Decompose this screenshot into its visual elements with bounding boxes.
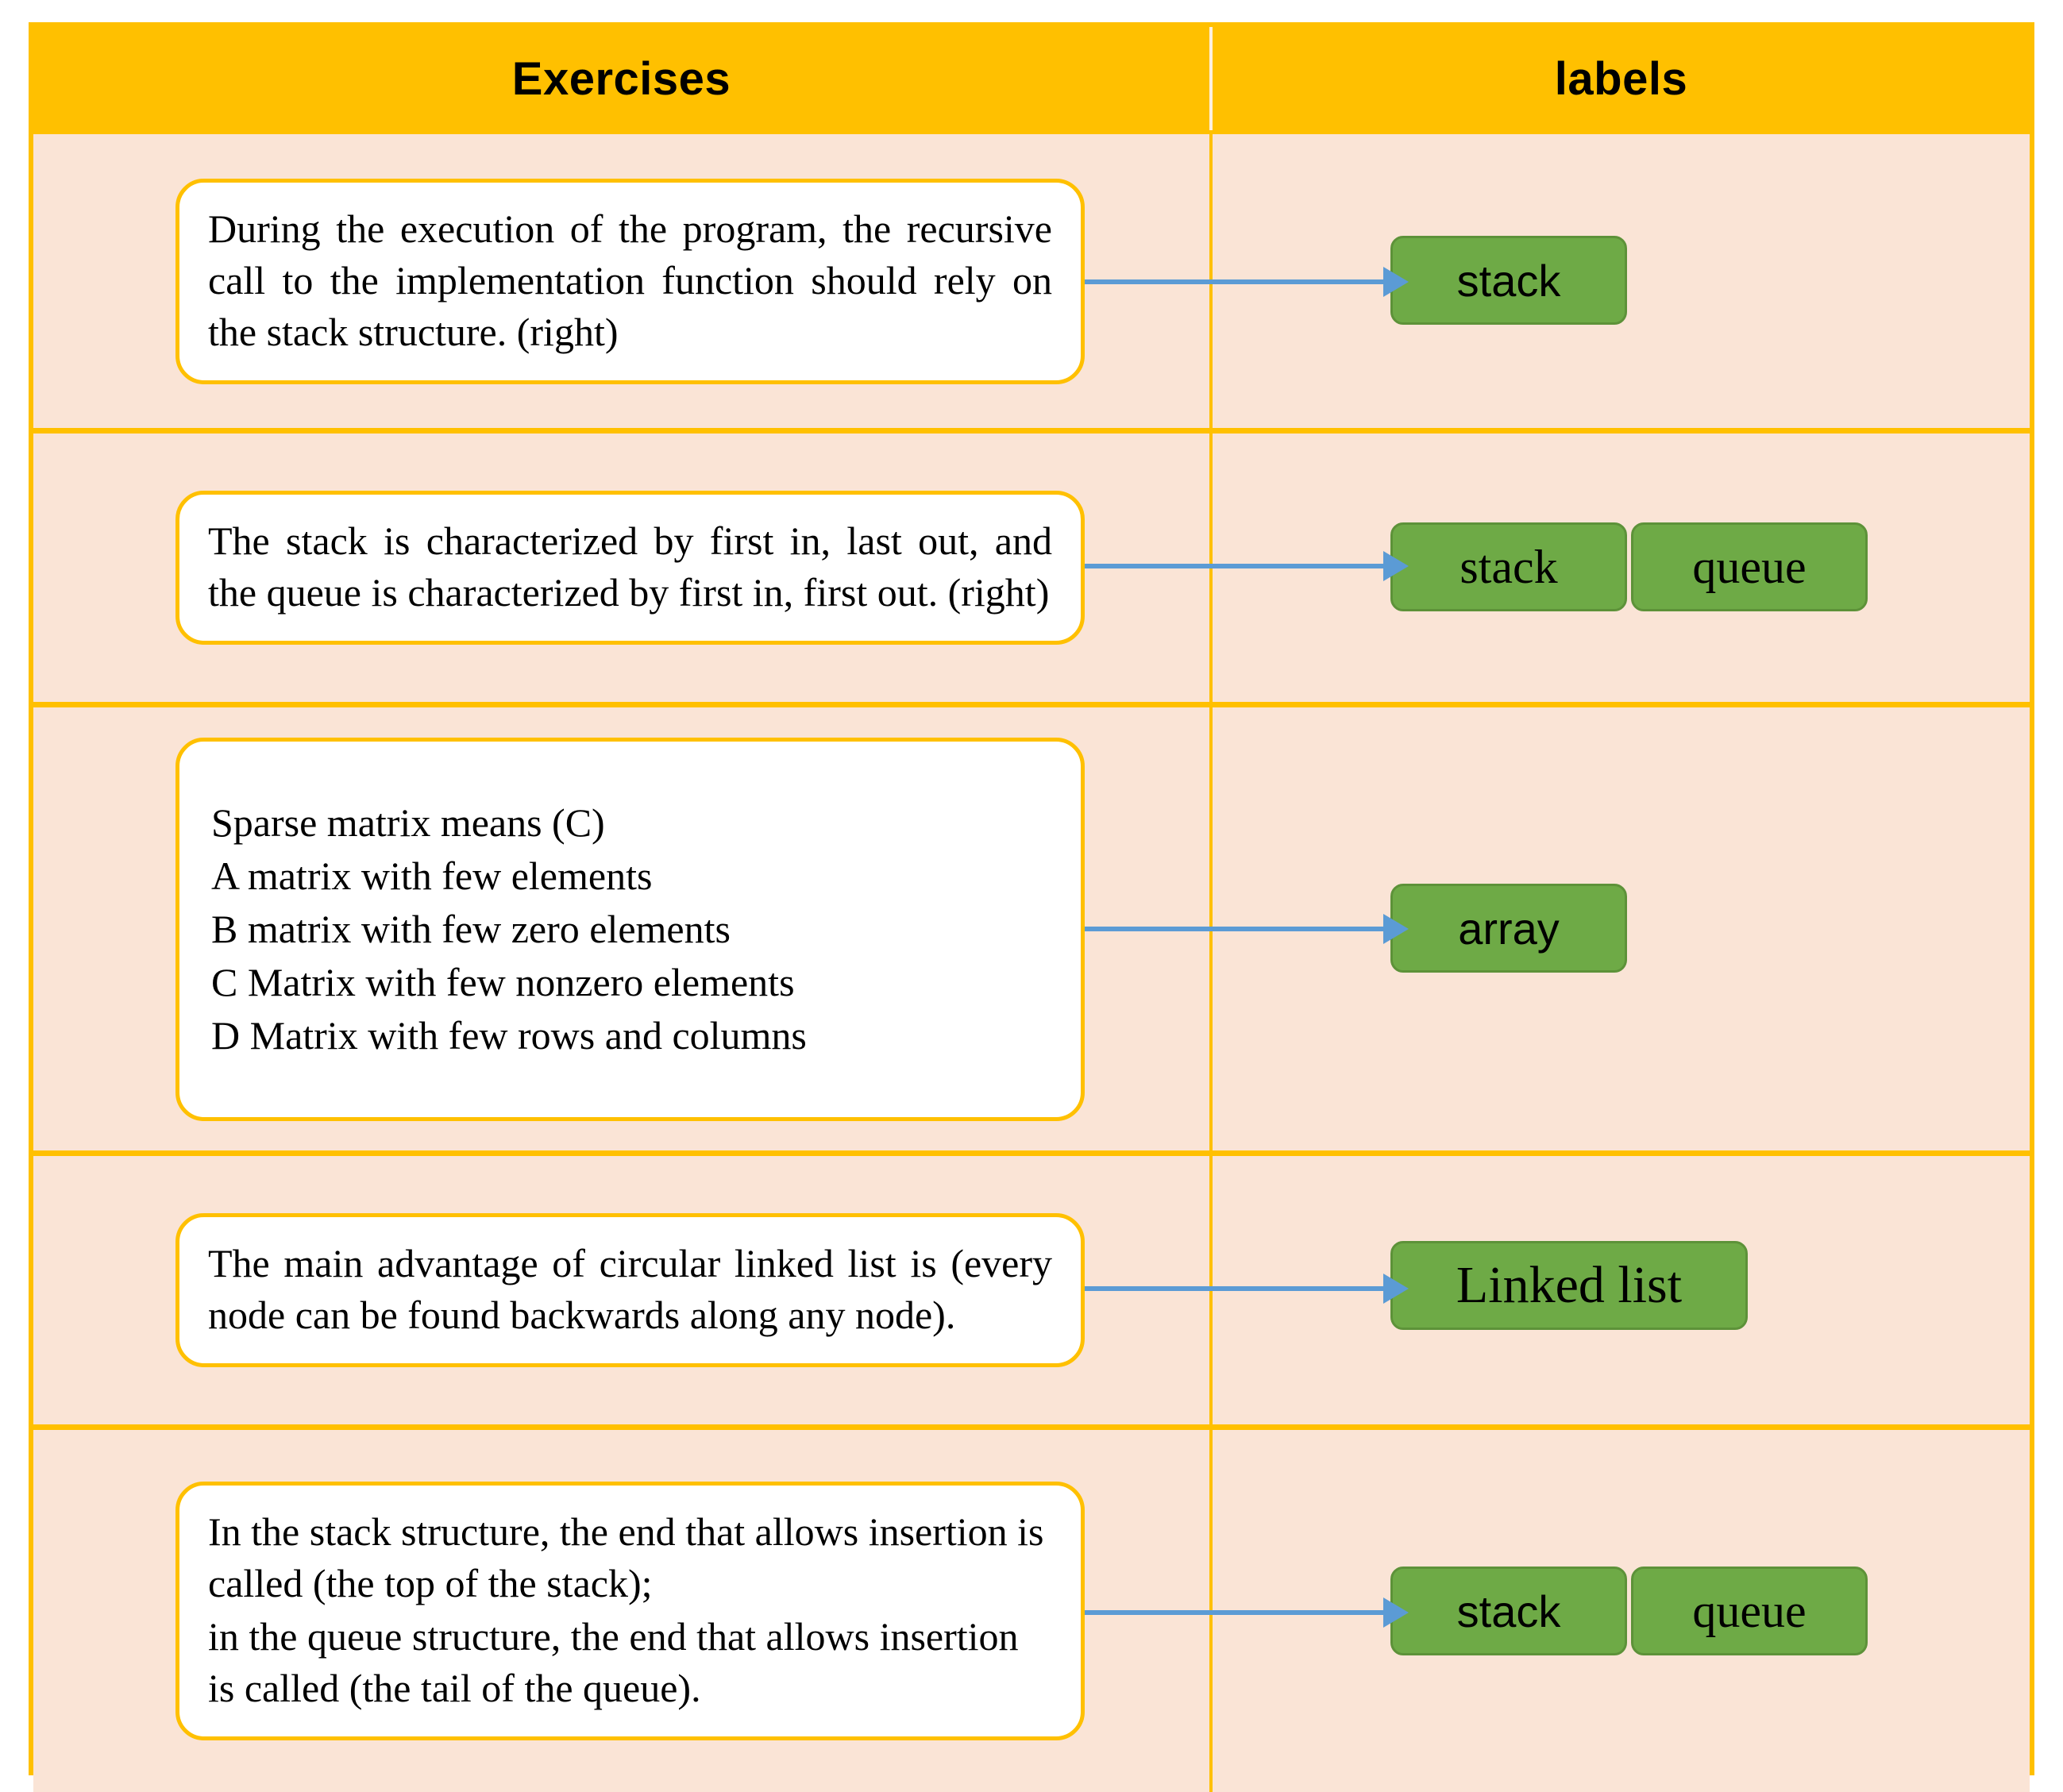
label-chip[interactable] <box>1631 1567 1868 1655</box>
exercise-cell <box>33 434 1209 702</box>
table-row <box>33 1156 2030 1430</box>
column-header-labels <box>1209 27 2030 130</box>
labels-cell <box>1209 1156 2030 1424</box>
label-chip[interactable] <box>1390 522 1627 611</box>
label-chip[interactable] <box>1390 1567 1627 1655</box>
label-chip-group <box>1390 236 1627 325</box>
column-header-exercises <box>33 27 1209 130</box>
exercise-label-table <box>29 22 2034 1775</box>
label-chip-group <box>1390 884 1627 973</box>
label-chip-text: Linked list <box>1456 1256 1683 1314</box>
table-row <box>33 1430 2030 1792</box>
exercise-line: The stack is characterized by first in, last out, and the queue is characterized by first in, first out. (right) <box>208 518 1052 615</box>
table-row <box>33 134 2030 434</box>
exercise-cell <box>33 1156 1209 1424</box>
exercise-cell <box>33 707 1209 1150</box>
label-chip[interactable] <box>1390 884 1627 973</box>
table-header-row <box>33 27 2030 134</box>
label-chip-group <box>1390 522 1868 611</box>
column-header-labels-label: labels <box>1554 52 1688 105</box>
label-chip-group <box>1390 1241 1748 1330</box>
exercise-cell <box>33 1430 1209 1792</box>
label-chip[interactable] <box>1390 236 1627 325</box>
exercise-text-box <box>175 1482 1085 1740</box>
exercise-text-box <box>175 491 1085 645</box>
labels-cell <box>1209 1430 2030 1792</box>
label-chip-text: queue <box>1692 1584 1807 1637</box>
label-chip[interactable] <box>1631 522 1868 611</box>
exercise-cell <box>33 134 1209 428</box>
exercise-text-box <box>175 179 1085 384</box>
label-chip-text: stack <box>1456 255 1561 306</box>
exercise-line: D Matrix with few rows and columns <box>211 1012 807 1058</box>
exercise-line: Sparse matrix means (C) <box>211 800 605 845</box>
exercise-line: B matrix with few zero elements <box>211 906 731 951</box>
table-row <box>33 707 2030 1156</box>
column-header-exercises-label: Exercises <box>511 52 731 105</box>
label-chip-text: stack <box>1456 1586 1561 1636</box>
exercise-line: A matrix with few elements <box>211 853 653 898</box>
label-chip-text: queue <box>1692 540 1807 593</box>
label-chip-text: stack <box>1460 540 1558 593</box>
label-chip-group <box>1390 1567 1868 1655</box>
exercise-text-box <box>175 1213 1085 1367</box>
exercise-line: During the execution of the program, the recursive call to the implementation function should rely on the stack structure. (right) <box>208 206 1052 354</box>
label-chip[interactable] <box>1390 1241 1748 1330</box>
exercise-text-box <box>175 738 1085 1121</box>
labels-cell <box>1209 434 2030 702</box>
exercise-line: in the queue structure, the end that allows insertion is called (the tail of the queue). <box>208 1614 1019 1710</box>
label-chip-text: array <box>1458 903 1560 954</box>
labels-cell <box>1209 134 2030 428</box>
exercise-line: In the stack structure, the end that allows insertion is called (the top of the stack); <box>208 1509 1044 1605</box>
labels-cell <box>1209 707 2030 1150</box>
exercise-line: C Matrix with few nonzero elements <box>211 959 795 1004</box>
table-row <box>33 434 2030 707</box>
exercise-line: The main advantage of circular linked list is (every node can be found backwards along any node). <box>208 1241 1052 1337</box>
